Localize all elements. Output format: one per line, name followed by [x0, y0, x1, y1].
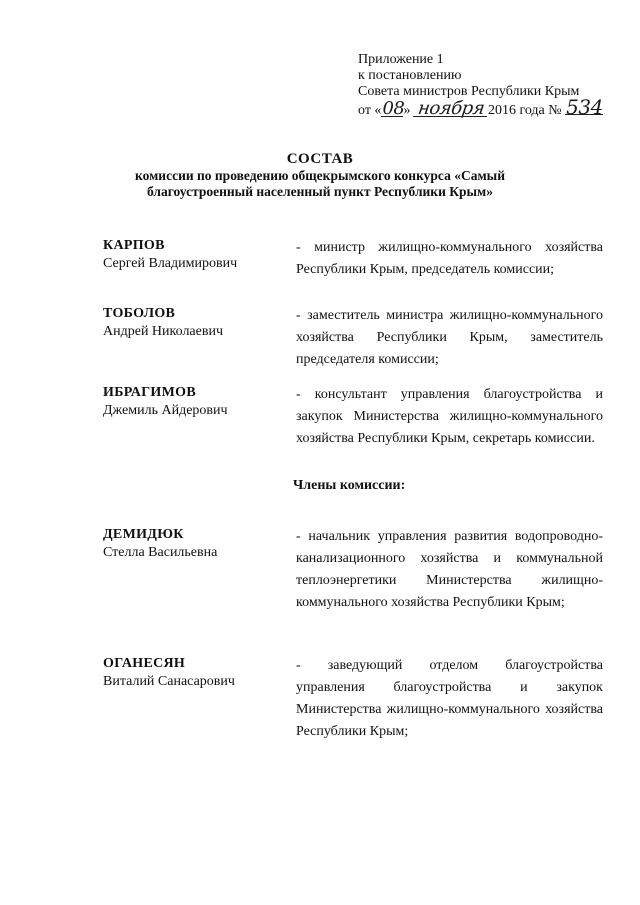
member-surname: КАРПОВ [103, 238, 165, 253]
date-prefix: от « [358, 103, 382, 118]
date-year: 2016 года № [487, 103, 562, 118]
member-given-name: Стелла Васильевна [103, 545, 218, 560]
title-heading: СОСТАВ [286, 151, 354, 167]
members-heading: Члены комиссии: [293, 478, 406, 493]
member-surname: ОГАНЕСЯН [103, 656, 186, 671]
handwritten-doc-number: 534 [566, 95, 603, 119]
member-given-name: Сергей Владимирович [103, 256, 238, 271]
member-given-name: Виталий Санасарович [103, 674, 235, 689]
appendix-number: Приложение 1 [358, 52, 444, 67]
appendix-block [358, 52, 618, 119]
member-role: - консультант управления благоустройства и закупок Министерства жилищно-коммунального хозяйства Республики Крым, секретарь комиссии. [296, 387, 603, 446]
member-role: - заведующий отделом благоустройства управления благоустройства и закупок Министерства жилищно-коммунального хозяйства Республики Крым; [296, 658, 603, 739]
member-given-name: Андрей Николаевич [103, 324, 223, 339]
title-block [0, 150, 640, 200]
member-name [103, 526, 283, 562]
member-role: - министр жилищно-коммунального хозяйства Республики Крым, председатель комиссии; [296, 240, 603, 277]
title-line-2: благоустроенный населенный пункт Республики Крым» [146, 184, 494, 199]
member-role: - заместитель министра жилищно-коммунального хозяйства Республики Крым, заместитель председателя комиссии; [296, 308, 603, 367]
title-line-1: комиссии по проведению общекрымского конкурса «Самый [135, 168, 505, 183]
member-name [103, 237, 283, 273]
member-surname: ДЕМИДЮК [103, 527, 184, 542]
handwritten-day: 08 [382, 98, 405, 119]
member-name [103, 384, 283, 420]
member-name [103, 305, 283, 341]
member-surname: ТОБОЛОВ [103, 306, 176, 321]
appendix-ref: к постановлению [358, 68, 462, 83]
handwritten-month: ноября [413, 102, 489, 117]
member-name [103, 655, 283, 691]
member-surname: ИБРАГИМОВ [103, 385, 196, 400]
member-role: - начальник управления развития водопроводно-канализационного хозяйства и коммунальной теплоэнергетики Министерства жилищно-коммунального хозяйства Республики Крым; [296, 529, 603, 610]
date-mid: » [403, 103, 411, 118]
member-given-name: Джемиль Айдерович [103, 403, 228, 418]
appendix-issuer: Совета министров Республики Крым [358, 84, 580, 99]
appendix-date-line [358, 95, 618, 119]
